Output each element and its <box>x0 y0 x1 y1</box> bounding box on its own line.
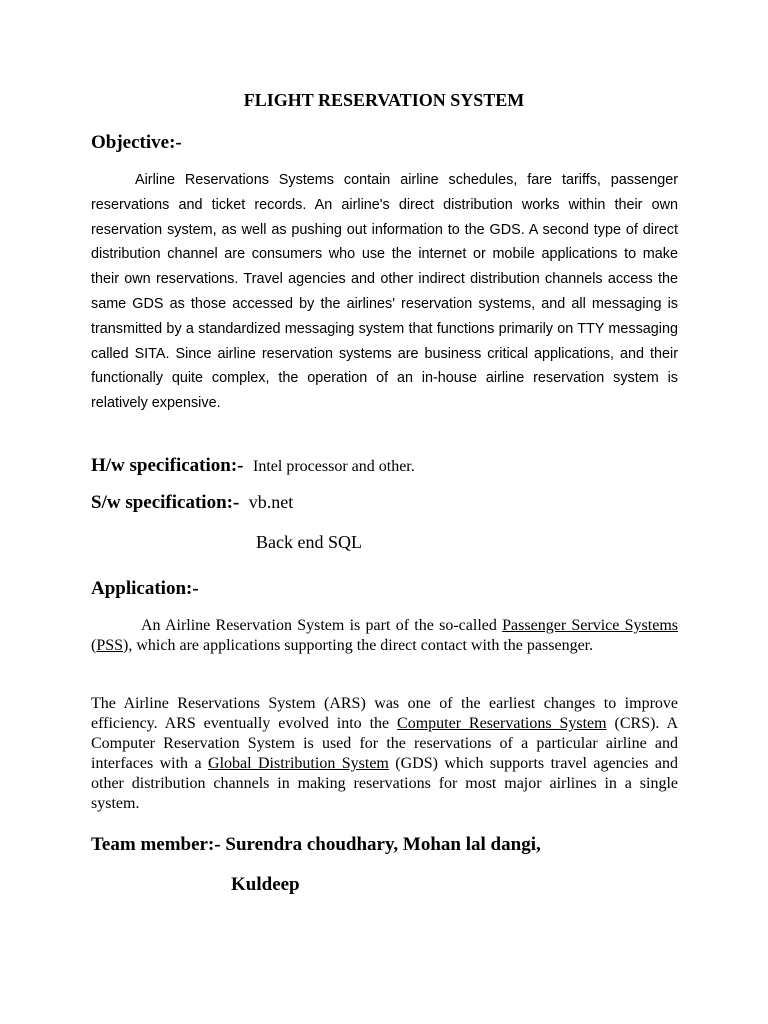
objective-heading: Objective:- <box>91 132 182 153</box>
hw-spec-row <box>91 455 415 477</box>
application-p2-text-2: (CRS). A Computer Reservation System is used for the reservations of a particular airline and interfaces with a <box>91 715 678 772</box>
sw-spec-backend: Back end SQL <box>256 532 362 552</box>
sw-spec-value: vb.net <box>248 492 294 512</box>
application-paragraph-1 <box>91 616 678 656</box>
sw-spec-row <box>91 492 293 514</box>
application-p2-text-3: (GDS) which supports travel agencies and other distribution channels in making reservations for most major airlines in a single system. <box>91 755 679 812</box>
team-member-names: Surendra choudhary, Mohan lal dangi, <box>225 834 541 855</box>
application-p1-text: An Airline Reservation System is part of the so-called <box>141 617 503 634</box>
application-p1-text-3: ), which are applications supporting the direct contact with the passenger. <box>123 637 594 654</box>
application-heading: Application:- <box>91 578 199 599</box>
hw-spec-value: Intel processor and other. <box>253 458 415 475</box>
team-member-label: Team member:- <box>91 834 221 855</box>
computer-reservations-system-link[interactable]: Computer Reservations System <box>397 715 607 732</box>
passenger-service-systems-link[interactable]: Passenger Service Systems <box>502 617 679 634</box>
application-p1-text-2: ( <box>91 637 97 654</box>
sw-spec-label: S/w specification:- <box>91 492 240 513</box>
team-member-row <box>91 834 541 856</box>
hw-spec-label: H/w specification:- <box>91 455 244 476</box>
application-paragraph-2 <box>91 694 678 814</box>
application-p2-text: The Airline Reservations System (ARS) was one of the earliest changes to improve efficiency. ARS eventually evolved into the <box>91 695 678 732</box>
objective-paragraph: Airline Reservations Systems contain airline schedules, fare tariffs, passenger reservations and ticket records. An airline's direct distribution works within their own reservation system, as well as pushing out information to the GDS. A second type of direct distribution channel are consumers who use the internet or mobile applications to make their own reservations. Travel agencies and other indirect distribution channels access the same GDS as those accessed by the airlines' reservation systems, and all messaging is transmitted by a standardized messaging system that functions primarily on TTY messaging called SITA. Since airline reservation systems are business critical applications, and their functionally quite complex, the operation of an in-house airline reservation system is relatively expensive. <box>91 172 678 412</box>
pss-link[interactable]: PSS <box>96 637 124 654</box>
global-distribution-system-link[interactable]: Global Distribution System <box>208 755 389 772</box>
team-member-names-cont: Kuldeep <box>231 874 300 895</box>
document-title: FLIGHT RESERVATION SYSTEM <box>243 90 525 110</box>
